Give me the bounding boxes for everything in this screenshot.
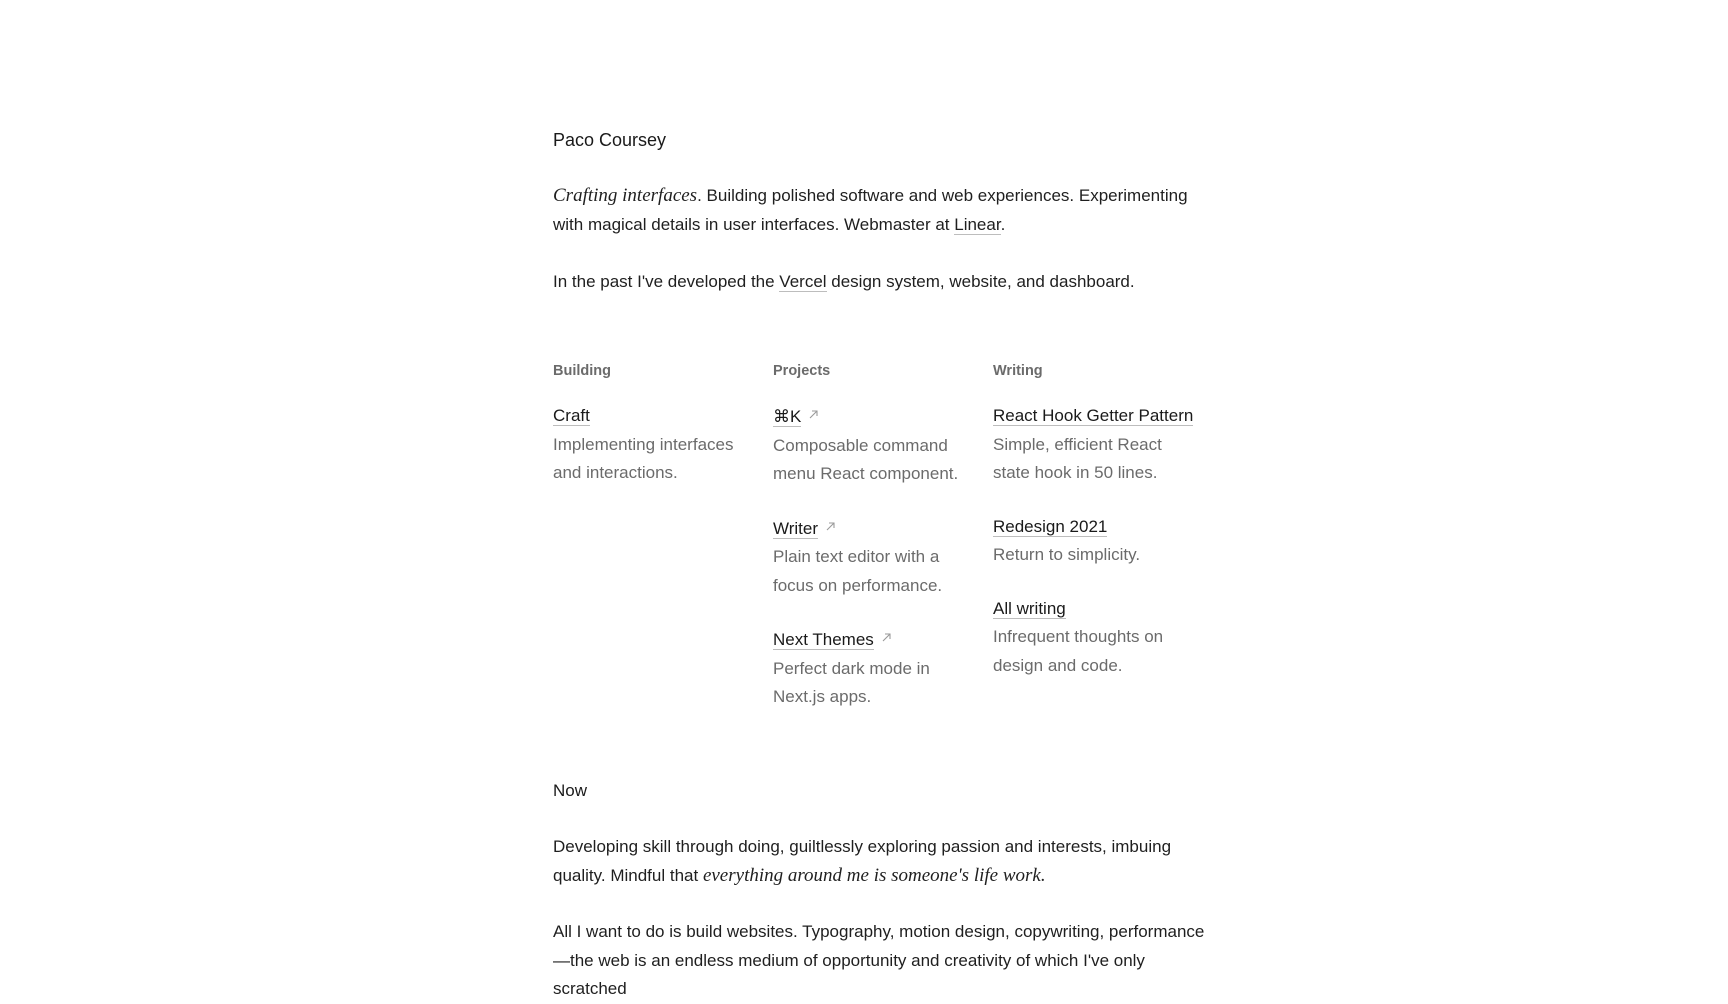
entry-description: Implementing interfaces and interactions. [553, 434, 734, 482]
past-paragraph [553, 268, 1213, 297]
list-item [993, 402, 1213, 488]
entry-title-text: Redesign 2021 [993, 516, 1108, 536]
react-hook-getter-link[interactable] [993, 402, 1193, 431]
entry-title-text: React Hook Getter Pattern [993, 406, 1194, 425]
all-writing-link[interactable] [993, 595, 1066, 624]
intro-paragraph [553, 182, 1213, 239]
building-column [553, 360, 773, 737]
projects-column [773, 360, 993, 737]
list-item [773, 402, 993, 489]
writing-column [993, 360, 1213, 737]
intro-end: . [1000, 214, 1006, 234]
entry-description: Composable command menu React component. [773, 435, 959, 483]
linear-link[interactable]: Linear [954, 214, 1001, 234]
craft-link[interactable] [553, 402, 590, 431]
entry-title-text: Writer [773, 518, 819, 538]
list-item [553, 402, 773, 488]
arrow-up-right-icon [881, 625, 892, 654]
entry-title-text: Craft [553, 406, 590, 425]
writer-link[interactable] [773, 514, 836, 544]
entry-description: Simple, efficient React state hook in 50 lines. [993, 434, 1162, 482]
entry-title-text: ⌘K [773, 407, 802, 426]
writing-heading: Writing [993, 363, 1043, 379]
list-item [773, 514, 993, 601]
intro-text: . Building polished software and web experiences. Experimenting with magical details in user interfaces. Webmaster at [553, 186, 1188, 234]
arrow-up-right-icon [808, 402, 819, 431]
now-p1-text: Developing skill through doing, guiltlessly exploring passion and interests, imbuing quality. Mindful that [553, 837, 1172, 885]
now-heading: Now [553, 781, 588, 800]
now-paragraph-2: All I want to do is build websites. Typography, motion design, copywriting, performance—the web is an endless medium of opportunity and creativity of which I've only scratched [553, 922, 1205, 998]
list-item [773, 625, 993, 712]
entry-title-text: Next Themes [773, 630, 874, 649]
entry-description: Infrequent thoughts on design and code. [993, 627, 1164, 675]
building-heading: Building [553, 363, 611, 379]
redesign-2021-link[interactable] [993, 513, 1107, 542]
vercel-link[interactable]: Vercel [779, 272, 827, 291]
intro-italic-lead: Crafting interfaces [553, 185, 698, 206]
cmdk-link[interactable] [773, 402, 819, 432]
entry-description: Perfect dark mode in Next.js apps. [773, 658, 930, 706]
now-p1-italic: everything around me is someone's life work. [702, 864, 1046, 886]
past-text-after: design system, website, and dashboard. [826, 272, 1135, 291]
sections-grid [553, 360, 1213, 737]
projects-heading: Projects [773, 363, 831, 379]
entry-description: Return to simplicity. [993, 545, 1141, 564]
now-paragraph-1 [553, 833, 1225, 890]
site-name[interactable]: Paco Coursey [553, 130, 667, 150]
list-item [993, 595, 1213, 681]
entry-description: Plain text editor with a focus on performance. [773, 547, 943, 595]
list-item [993, 513, 1213, 570]
arrow-up-right-icon [825, 514, 836, 543]
past-text-before: In the past I've developed the [553, 272, 780, 291]
entry-title-text: All writing [993, 598, 1066, 618]
next-themes-link[interactable] [773, 625, 892, 655]
